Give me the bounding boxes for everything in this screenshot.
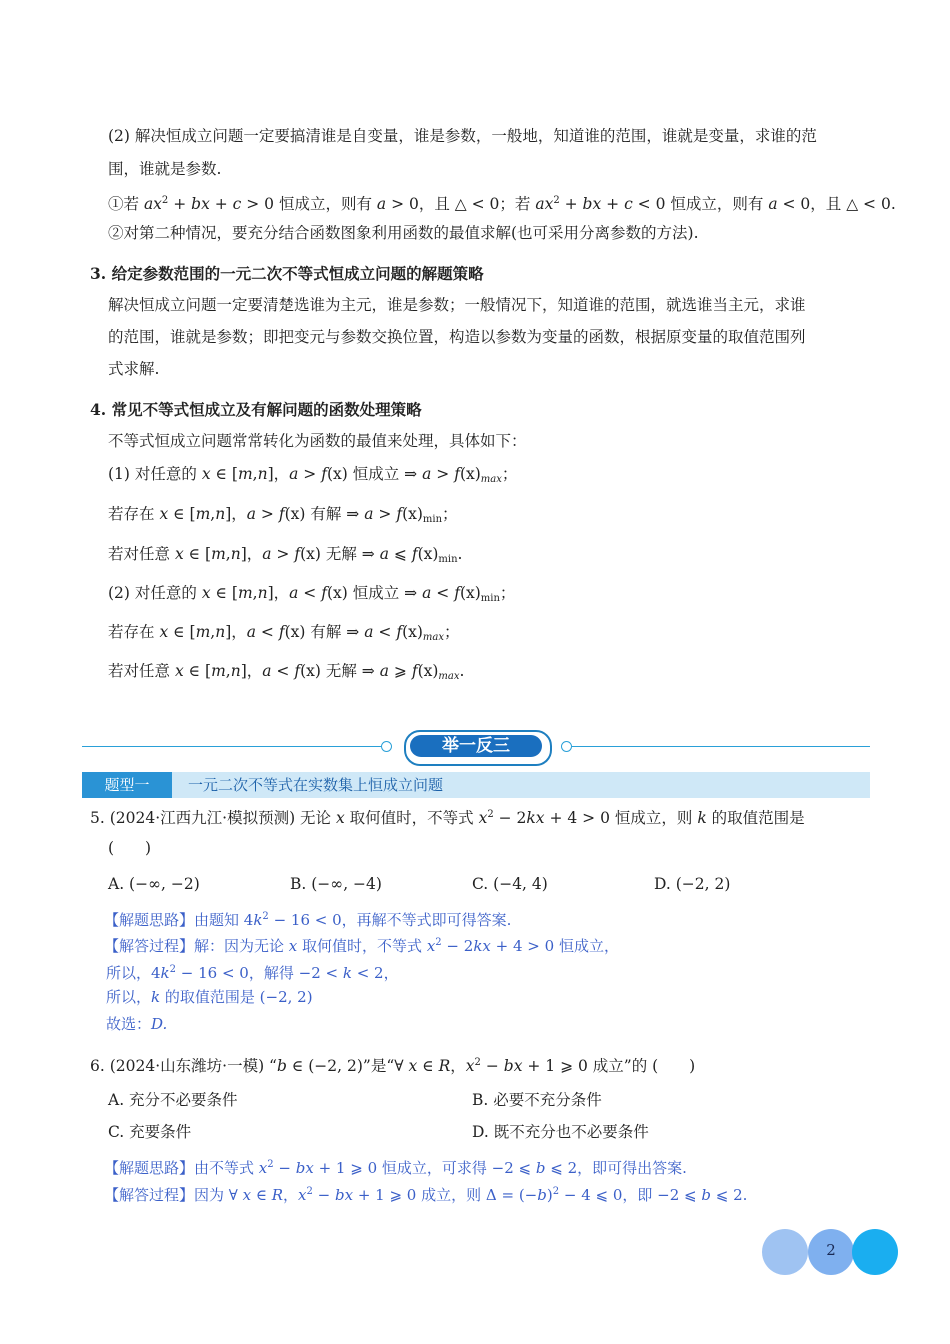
- q6-stem: 6. (2024·山东潍坊·一模) “b ∈ (−2, 2)”是“∀ x ∈ R，$x^2$ − bx + 1 ⩾ 0 成立”的 ( ): [90, 1057, 696, 1075]
- q5-hint: 【解题思路】由题知 $4k^2 - 16 < 0$，再解不等式即可得答案.: [104, 911, 512, 929]
- q6-option-b[interactable]: B. 必要不充分条件: [472, 1091, 602, 1109]
- s2-line4: ②对第二种情况，要充分结合函数图象利用函数的最值求解(也可采用分离参数的方法).: [108, 224, 699, 242]
- q6-hint: 【解题思路】由不等式 $x^2$ − bx + 1 ⩾ 0 恒成立，可求得 −2 ⩽ b ⩽ 2，即可得出答案.: [104, 1159, 687, 1177]
- banner-rule-right: [572, 746, 870, 747]
- question-type-strip: [82, 772, 870, 798]
- q6-solution: 【解答过程】因为 ∀ x ∈ R，$x^2$ − bx + 1 ⩾ 0 成立，则 $\Delta = (-b)^2 - 4$ ⩽ 0，即 −2 ⩽ b ⩽ 2.: [104, 1186, 748, 1204]
- page-badge-circle-right: [852, 1229, 898, 1275]
- banner-label: 举一反三: [410, 735, 542, 757]
- s3-line3: 式求解.: [108, 360, 160, 378]
- s4-rule-1: (1) 对任意的 x ∈ [m,n]，a > f(x) 恒成立 ⇒ $a > f(x)_{max}$；: [108, 465, 518, 485]
- q5-option-d[interactable]: D. (−2, 2): [654, 875, 731, 893]
- q5-solution-3: 所以，k 的取值范围是 (−2, 2): [106, 988, 313, 1006]
- s4-rule-5: 若存在 x ∈ [m,n]，a < f(x) 有解 ⇒ $a < f(x)_{max}$；: [108, 623, 460, 643]
- s3-title: 3. 给定参数范围的一元二次不等式恒成立问题的解题策略: [90, 264, 484, 283]
- s4-rule-2: 若存在 x ∈ [m,n]，a > f(x) 有解 ⇒ a > f(x)min；: [108, 505, 458, 525]
- s2-line1: (2) 解决恒成立问题一定要搞清谁是自变量，谁是参数，一般地，知道谁的范围，谁就是变量，求谁的范: [108, 127, 817, 145]
- q6-option-c[interactable]: C. 充要条件: [108, 1123, 192, 1141]
- q5-stem: 5. (2024·江西九江·模拟预测) 无论 x 取何值时，不等式 $x^2 - 2kx + 4 > 0$ 恒成立，则 k 的取值范围是: [90, 809, 805, 827]
- s3-line1: 解决恒成立问题一定要清楚选谁为主元，谁是参数；一般情况下，知道谁的范围，就选谁当主元，求谁: [108, 296, 806, 314]
- page-badge-circle-left: [762, 1229, 808, 1275]
- q5-answer-paren: ( ): [108, 839, 152, 857]
- s2-line2: 围，谁就是参数.: [108, 160, 222, 178]
- q5-option-c[interactable]: C. (−4, 4): [472, 875, 548, 893]
- q5-solution-2: 所以，$4k^2 - 16 < 0$，解得 −2 < k < 2，: [106, 964, 399, 982]
- banner-rule-left: [82, 746, 382, 747]
- banner-dot-left: [381, 741, 392, 752]
- q5-solution-4: 故选：D.: [106, 1015, 168, 1033]
- q5-solution-1: 【解答过程】解：因为无论 x 取何值时，不等式 $x^2 - 2kx + 4 > 0$ 恒成立，: [104, 937, 619, 955]
- banner-dot-right: [561, 741, 572, 752]
- s2-line3: ①若 $ax^2$ + bx + c > 0 恒成立，则有 a > 0，且 △ < 0；若 $ax^2$ + bx + c < 0 恒成立，则有 a < 0，且 △ < 0.: [108, 195, 896, 213]
- s4-title: 4. 常见不等式恒成立及有解问题的函数处理策略: [90, 400, 422, 419]
- s3-line2: 的范围，谁就是参数；即把变元与参数交换位置，构造以参数为变量的函数，根据原变量的取值范围列: [108, 328, 806, 346]
- s4-rule-6: 若对任意 x ∈ [m,n]，a < f(x) 无解 ⇒ a ⩾ $f(x)_{max}$.: [108, 662, 465, 682]
- question-type-title: 一元二次不等式在实数集上恒成立问题: [188, 776, 444, 794]
- q6-option-d[interactable]: D. 既不充分也不必要条件: [472, 1123, 649, 1141]
- s4-rule-3: 若对任意 x ∈ [m,n]，a > f(x) 无解 ⇒ a ⩽ f(x)min.: [108, 545, 463, 565]
- question-type-tag: 题型一: [82, 772, 172, 798]
- s4-rule-4: (2) 对任意的 x ∈ [m,n]，a < f(x) 恒成立 ⇒ a < f(x)min；: [108, 584, 516, 604]
- q5-option-b[interactable]: B. (−∞, −4): [290, 875, 382, 893]
- s4-intro: 不等式恒成立问题常常转化为函数的最值来处理，具体如下：: [108, 432, 527, 450]
- q5-option-a[interactable]: A. (−∞, −2): [108, 875, 200, 893]
- page-number: 2: [826, 1241, 836, 1259]
- banner-badge: [404, 730, 552, 766]
- q6-option-a[interactable]: A. 充分不必要条件: [108, 1091, 238, 1109]
